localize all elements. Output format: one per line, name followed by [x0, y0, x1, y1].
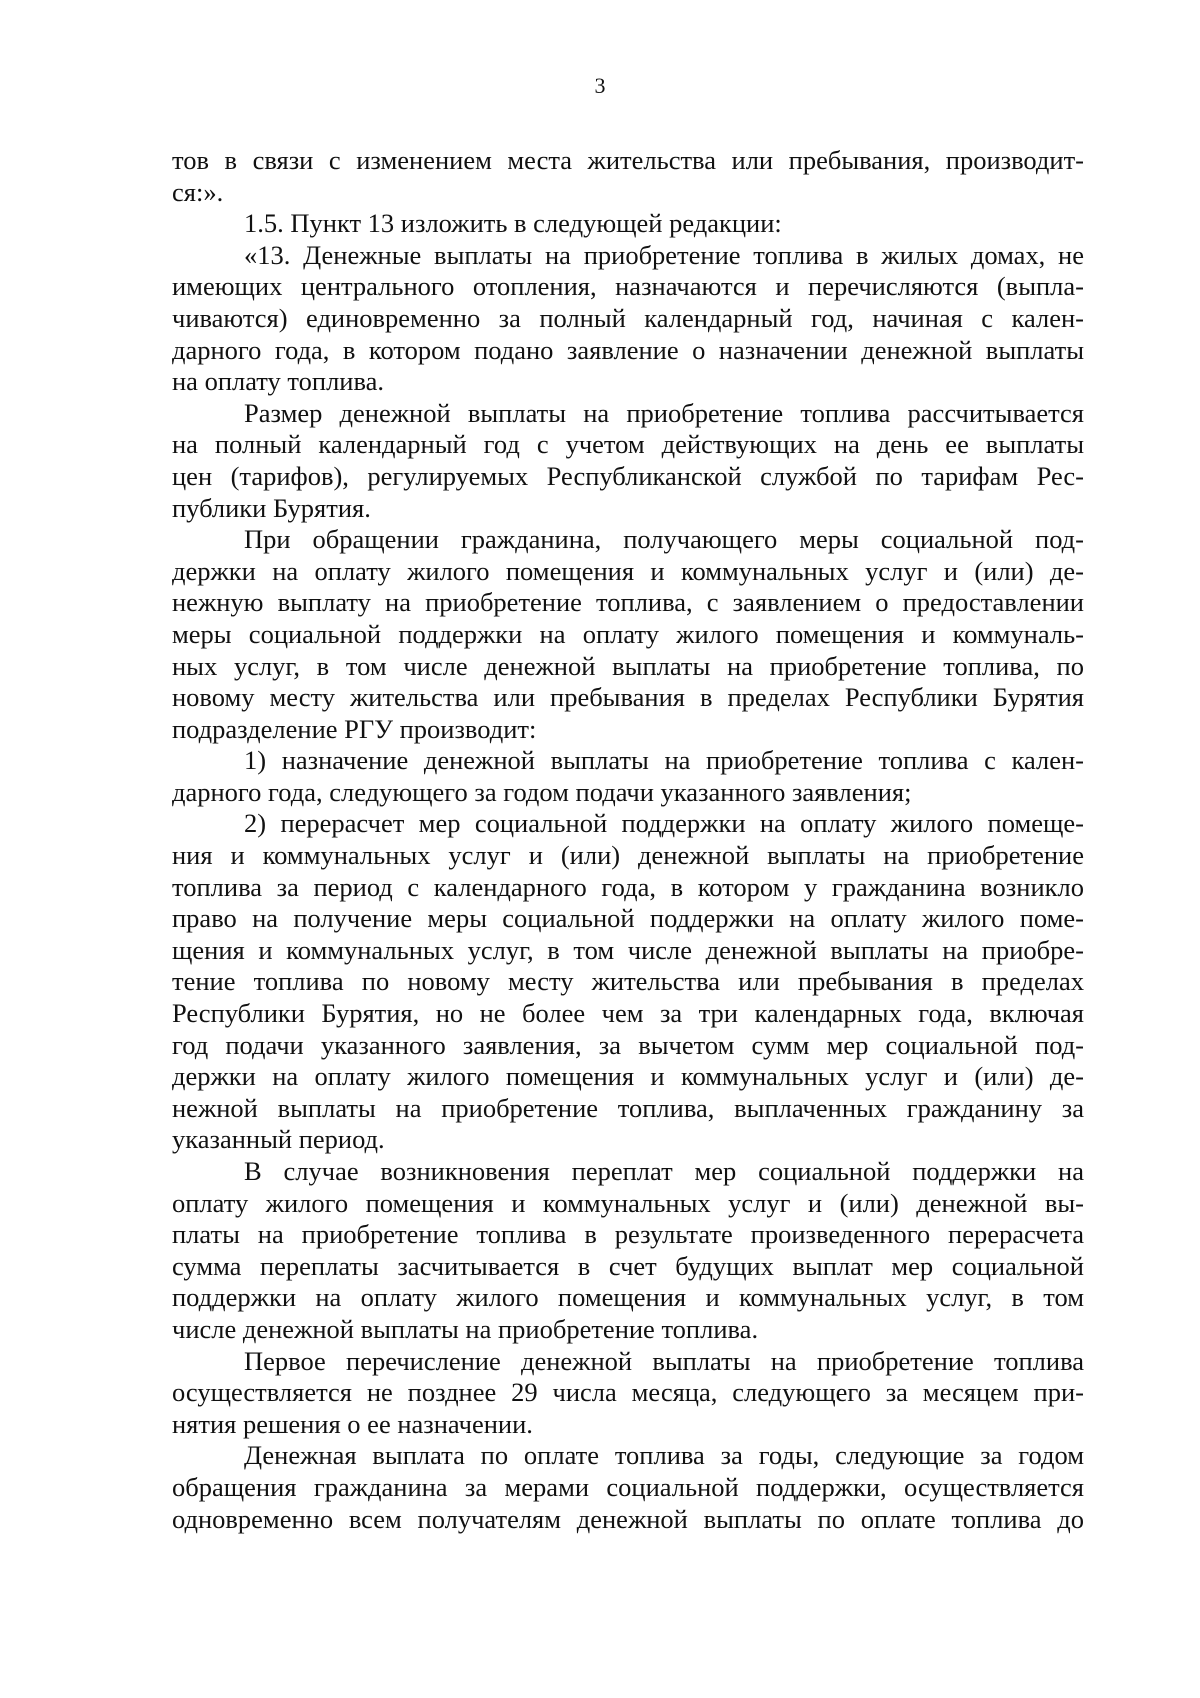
- text-line: держки на оплату жилого помещения и коммунальных услуг и (или) де-: [172, 1061, 1084, 1092]
- text-line: новому месту жительства или пребывания в пределах Республики Бурятия: [172, 682, 1084, 713]
- text-line: 1) назначение денежной выплаты на приобретение топлива с кален-: [244, 745, 1084, 776]
- text-line: указанный период.: [172, 1124, 385, 1155]
- text-line: дарного года, в котором подано заявление о назначении денежной выплаты: [172, 334, 1084, 365]
- document-body: [172, 145, 1084, 1535]
- text-line: Первое перечисление денежной выплаты на приобретение топлива: [244, 1345, 1084, 1376]
- page-number: 3: [594, 73, 606, 98]
- text-line: право на получение меры социальной поддержки на оплату жилого поме-: [172, 903, 1084, 934]
- text-line: оплату жилого помещения и коммунальных услуг и (или) денежной вы-: [172, 1187, 1084, 1218]
- text-line: ся:».: [172, 176, 224, 207]
- text-line: публики Бурятия.: [172, 492, 371, 523]
- text-line: нежную выплату на приобретение топлива, с заявлением о предоставлении: [172, 587, 1084, 618]
- text-line: Республики Бурятия, но не более чем за три календарных года, включая: [172, 998, 1084, 1029]
- text-line: ных услуг, в том числе денежной выплаты на приобретение топлива, по: [172, 650, 1084, 681]
- text-line: осуществляется не позднее 29 числа месяца, следующего за месяцем при-: [172, 1377, 1084, 1408]
- text-line: дарного года, следующего за годом подачи указанного заявления;: [172, 776, 912, 807]
- text-line: щения и коммунальных услуг, в том числе денежной выплаты на приобре-: [172, 934, 1084, 965]
- text-line: нятия решения о ее назначении.: [172, 1408, 533, 1439]
- text-line: держки на оплату жилого помещения и коммунальных услуг и (или) де-: [172, 555, 1084, 586]
- text-line: топлива за период с календарного года, в котором у гражданина возникло: [172, 871, 1084, 902]
- text-line: поддержки на оплату жилого помещения и коммунальных услуг, в том: [172, 1282, 1084, 1313]
- text-line: 1.5. Пункт 13 изложить в следующей редакции:: [244, 208, 782, 239]
- text-line: сумма переплаты засчитывается в счет будущих выплат мер социальной: [172, 1250, 1084, 1281]
- text-line: тов в связи с изменением места жительства или пребывания, производит-: [172, 145, 1084, 175]
- text-line: меры социальной поддержки на оплату жилого помещения и коммуналь-: [172, 618, 1084, 649]
- text-line: В случае возникновения переплат мер социальной поддержки на: [244, 1156, 1084, 1186]
- text-line: Денежная выплата по оплате топлива за годы, следующие за годом: [244, 1440, 1084, 1471]
- text-line: обращения гражданина за мерами социальной поддержки, осуществляется: [172, 1471, 1084, 1502]
- text-line: на оплату топлива.: [172, 366, 385, 397]
- text-line: цен (тарифов), регулируемых Республиканской службой по тарифам Рес-: [172, 460, 1084, 491]
- text-line: ния и коммунальных услуг и (или) денежной выплаты на приобретение: [172, 840, 1084, 871]
- text-line: тение топлива по новому месту жительства или пребывания в пределах: [172, 966, 1084, 997]
- text-line: При обращении гражданина, получающего меры социальной под-: [244, 524, 1084, 555]
- text-line: на полный календарный год с учетом действующих на день ее выплаты: [172, 429, 1084, 460]
- text-line: одновременно всем получателям денежной выплаты по оплате топлива до: [172, 1503, 1084, 1534]
- text-line: 2) перерасчет мер социальной поддержки на оплату жилого помеще-: [244, 808, 1084, 839]
- text-line: числе денежной выплаты на приобретение топлива.: [172, 1313, 759, 1344]
- text-line: чиваются) единовременно за полный календарный год, начиная с кален-: [172, 302, 1084, 333]
- text-line: Размер денежной выплаты на приобретение топлива рассчитывается: [244, 397, 1084, 428]
- text-line: платы на приобретение топлива в результате произведенного перерасчета: [172, 1219, 1084, 1250]
- text-line: имеющих центрального отопления, назначаются и перечисляются (выпла-: [172, 271, 1084, 302]
- text-line: «13. Денежные выплаты на приобретение топлива в жилых домах, не: [244, 239, 1084, 270]
- text-line: нежной выплаты на приобретение топлива, выплаченных гражданину за: [172, 1092, 1084, 1123]
- text-line: подразделение РГУ производит:: [172, 713, 537, 744]
- text-line: год подачи указанного заявления, за вычетом сумм мер социальной под-: [172, 1029, 1084, 1060]
